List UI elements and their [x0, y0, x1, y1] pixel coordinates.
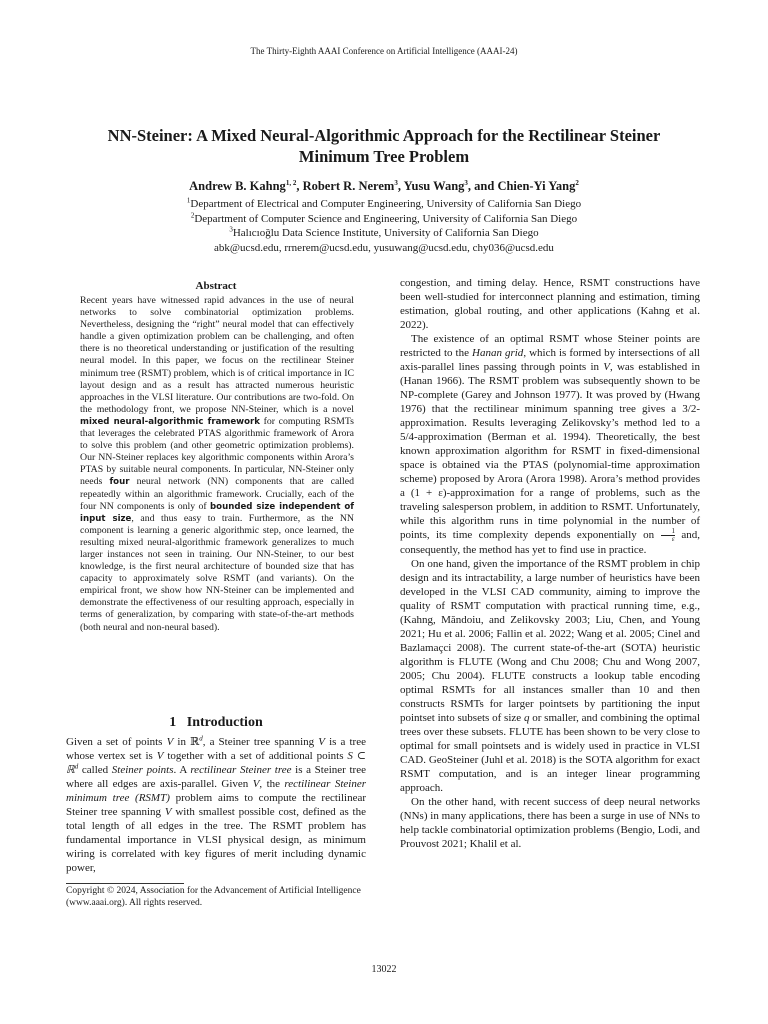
- title-line-1: NN-Steiner: A Mixed Neural-Algorithmic Approach for the Rectilinear Steiner: [107, 126, 661, 145]
- section-heading-introduction: [66, 715, 366, 731]
- author-name: Robert R. Nerem: [302, 179, 395, 193]
- affiliations: [0, 197, 768, 255]
- affil-sup: 1: [186, 196, 191, 205]
- abstract-bold: mixed neural-algorithmic framework: [80, 416, 260, 427]
- affil-sup: 2: [190, 210, 195, 219]
- author-sup: 2: [575, 178, 579, 187]
- abstract-heading: Abstract: [195, 280, 237, 292]
- author-sup: 3: [394, 178, 398, 187]
- author-name: Yusu Wang: [403, 179, 465, 193]
- copyright-footnote: Copyright © 2024, Association for the Advancement of Artificial Intelligence (www.aaai.org). All rights reserved.: [66, 886, 361, 908]
- abstract-body: [80, 295, 354, 634]
- affil-sup: 3: [229, 225, 233, 234]
- body-paragraph: On one hand, given the importance of the RSMT problem in chip design and its intractability, a large number of heuristics have been developed in the VLSI CAD community, aiming to improve the quality of RSMT computation with practical running time, e.g., (Kahng, Măndoiu, and Zelikovsky 2003; Liu, Chen, and Young 2021; Hu et al. 2006; Fallin et al. 2022; Wang et al. 2005; Cinel and Bazlamaçci 2008). The current state-of-the-art (SOTA) heuristic algorithm is FLUTE (Wong and Chu 2008; Chu and Wong 2007, 2005; Chu 2004). FLUTE constructs a lookup table encoding optimal RSMTs for all instances smaller than 10 and then constructs RSMTs for larger pointsets by partitioning the input pointset into subsets of size q or smaller, and combining the optimal trees over these subsets. FLUTE has been shown to be very close to optimal for small pointsets and is widely used in practice in VLSI CAD. GeoSteiner (Juhl et al. 2018) is the SOTA algorithm for exact RSMT computation, and is an integer linear programming approach.: [400, 558, 700, 794]
- intro-body: [66, 735, 366, 875]
- abstract-paragraph: [80, 295, 354, 634]
- right-column-body: [400, 276, 700, 851]
- body-paragraph: The existence of an optimal RSMT whose Steiner points are restricted to the Hanan grid, which is formed by intersections of all axis-parallel lines passing through points in V, was established in (Hanan 1966). The RSMT problem was subsequently shown to be NP-complete (Garey and Johnson 1977). It was proved by (Hwang 1976) that the rectilinear minimum spanning tree gives a 3/2-approximation. Results leveraging Zelikovsky’s method led to a 5/4-approximation (Berman et al. 1994). Theoretically, the best known approximation algorithm for RSMT in fixed-dimensional space is obtained via the PTAS (polynomial-time approximation scheme) proposed by Arora (Arora 1998). Arora’s method provides a (1 + ε)-approximation for a range of problems, such as the traveling salesperson problem, in addition to RSMT. Unfortunately, while this algorithm runs in time polynomial in the number of points, its time complexity depends exponentially on $\frac{1}{\varepsilon}$ and, consequently, the method has yet to find use in practice.: [400, 333, 700, 556]
- paper-title: [60, 125, 708, 167]
- abstract-text: for computing RSMTs that leverages the celebrated PTAS algorithmic framework of Arora to solve this problem (and other geometric optimization problems). Our NN-Steiner replaces key algorithmic components within Arora’s PTAS by suitable neural components. In particular, NN-Steiner only needs: [80, 415, 354, 488]
- author-sup: 3: [464, 178, 468, 187]
- affiliation-line: [0, 197, 768, 212]
- title-line-2: Minimum Tree Problem: [298, 147, 470, 166]
- author-emails: abk@ucsd.edu, rrnerem@ucsd.edu, yusuwang@ucsd.edu, chy036@ucsd.edu: [214, 241, 554, 254]
- abstract-text: Recent years have witnessed rapid advances in the use of neural networks to solve combinatorial optimization problems. Nevertheless, designing the “right” neural model that can effectively handle a given optimization problem can be challenging, and often there is no theoretical understanding or justification of the resulting neural model. In this paper, we focus on the rectilinear Steiner minimum tree (RSMT) problem, which is of critical importance in IC layout design and as a result has attracted numerous heuristic approaches in the VLSI literature. Our contributions are two-fold. On the methodology front, we propose NN-Steiner, which is a novel: [80, 295, 354, 415]
- author-list: Andrew B. Kahng$^{1, 2}$, Robert R. Nerem$^3$, Yusu Wang$^3$, and Chien-Yi Yang$^2$: [189, 178, 579, 193]
- intro-paragraph: Given a set of points V in ℝ$^d$, a Steiner tree spanning V is a tree whose vertex set is V together with a set of additional points S ⊂ ℝ$^d$ called Steiner points. A rectilinear Steiner tree is a Steiner tree where all edges are axis-parallel. Given V, the rectilinear Steiner minimum tree (RSMT) problem aims to compute the rectilinear Steiner tree spanning V with smallest possible cost, defined as the total length of all edges in the tree. The RSMT problem has fundamental importance in VLSI physical design, as minimum wiring is correlated with key figures of merit including dynamic power,: [66, 734, 367, 874]
- author-sup: 1, 2: [285, 178, 297, 187]
- abstract-text: , and thus easy to train. Furthermore, as the NN component is learning a generic algorithmic step, once learned, the resulting mixed neural-algorithmic framework generalizes to much larger instances not seen in training. Our NN-Steiner, to our best knowledge, is the first neural architecture of bounded size that has capacity to approximately solve RSMT (and variants). On the empirical front, we show how NN-Steiner can be implemented and demonstrate the effectiveness of our resulting approach, especially in terms of generalization, by comparing with state-of-the-art methods (both neural and non-neural based).: [80, 512, 354, 633]
- conference-header: The Thirty-Eighth AAAI Conference on Artificial Intelligence (AAAI-24): [250, 46, 518, 56]
- author-name: Chien-Yi Yang: [497, 179, 576, 193]
- abstract-bold: bounded size independent of input size: [80, 501, 355, 524]
- affil-text: Department of Electrical and Computer Engineering, University of California San Diego: [190, 198, 582, 210]
- author-name: Andrew B. Kahng: [189, 179, 286, 193]
- section-number: 1: [169, 715, 177, 730]
- abstract-bold: four: [109, 477, 130, 488]
- affiliation-line: [0, 212, 768, 227]
- affiliation-line: [0, 226, 768, 241]
- section-title: Introduction: [186, 715, 263, 730]
- abstract-text: neural network (NN) components that are called repeatedly within an algorithmic framework. Crucially, each of the four NN components is only of: [80, 476, 354, 512]
- body-paragraph: congestion, and timing delay. Hence, RSMT constructions have been well-studied for interconnect planning and estimation, timing estimation, global routing, and other applications (Kahng et al. 2022).: [400, 277, 700, 331]
- body-paragraph: On the other hand, with recent success of deep neural networks (NNs) in many applications, there has been a surge in use of NNs to help tackle combinatorial optimization problems (Bengio, Lodi, and Prouvost 2021; Khalil et al.: [400, 796, 700, 850]
- footnote-rule: [66, 883, 184, 884]
- affil-text: Department of Computer Science and Engineering, University of California San Diego: [194, 212, 578, 225]
- affil-text: Halıcıoğlu Data Science Institute, University of California San Diego: [232, 227, 539, 239]
- page-number: 13022: [371, 964, 397, 975]
